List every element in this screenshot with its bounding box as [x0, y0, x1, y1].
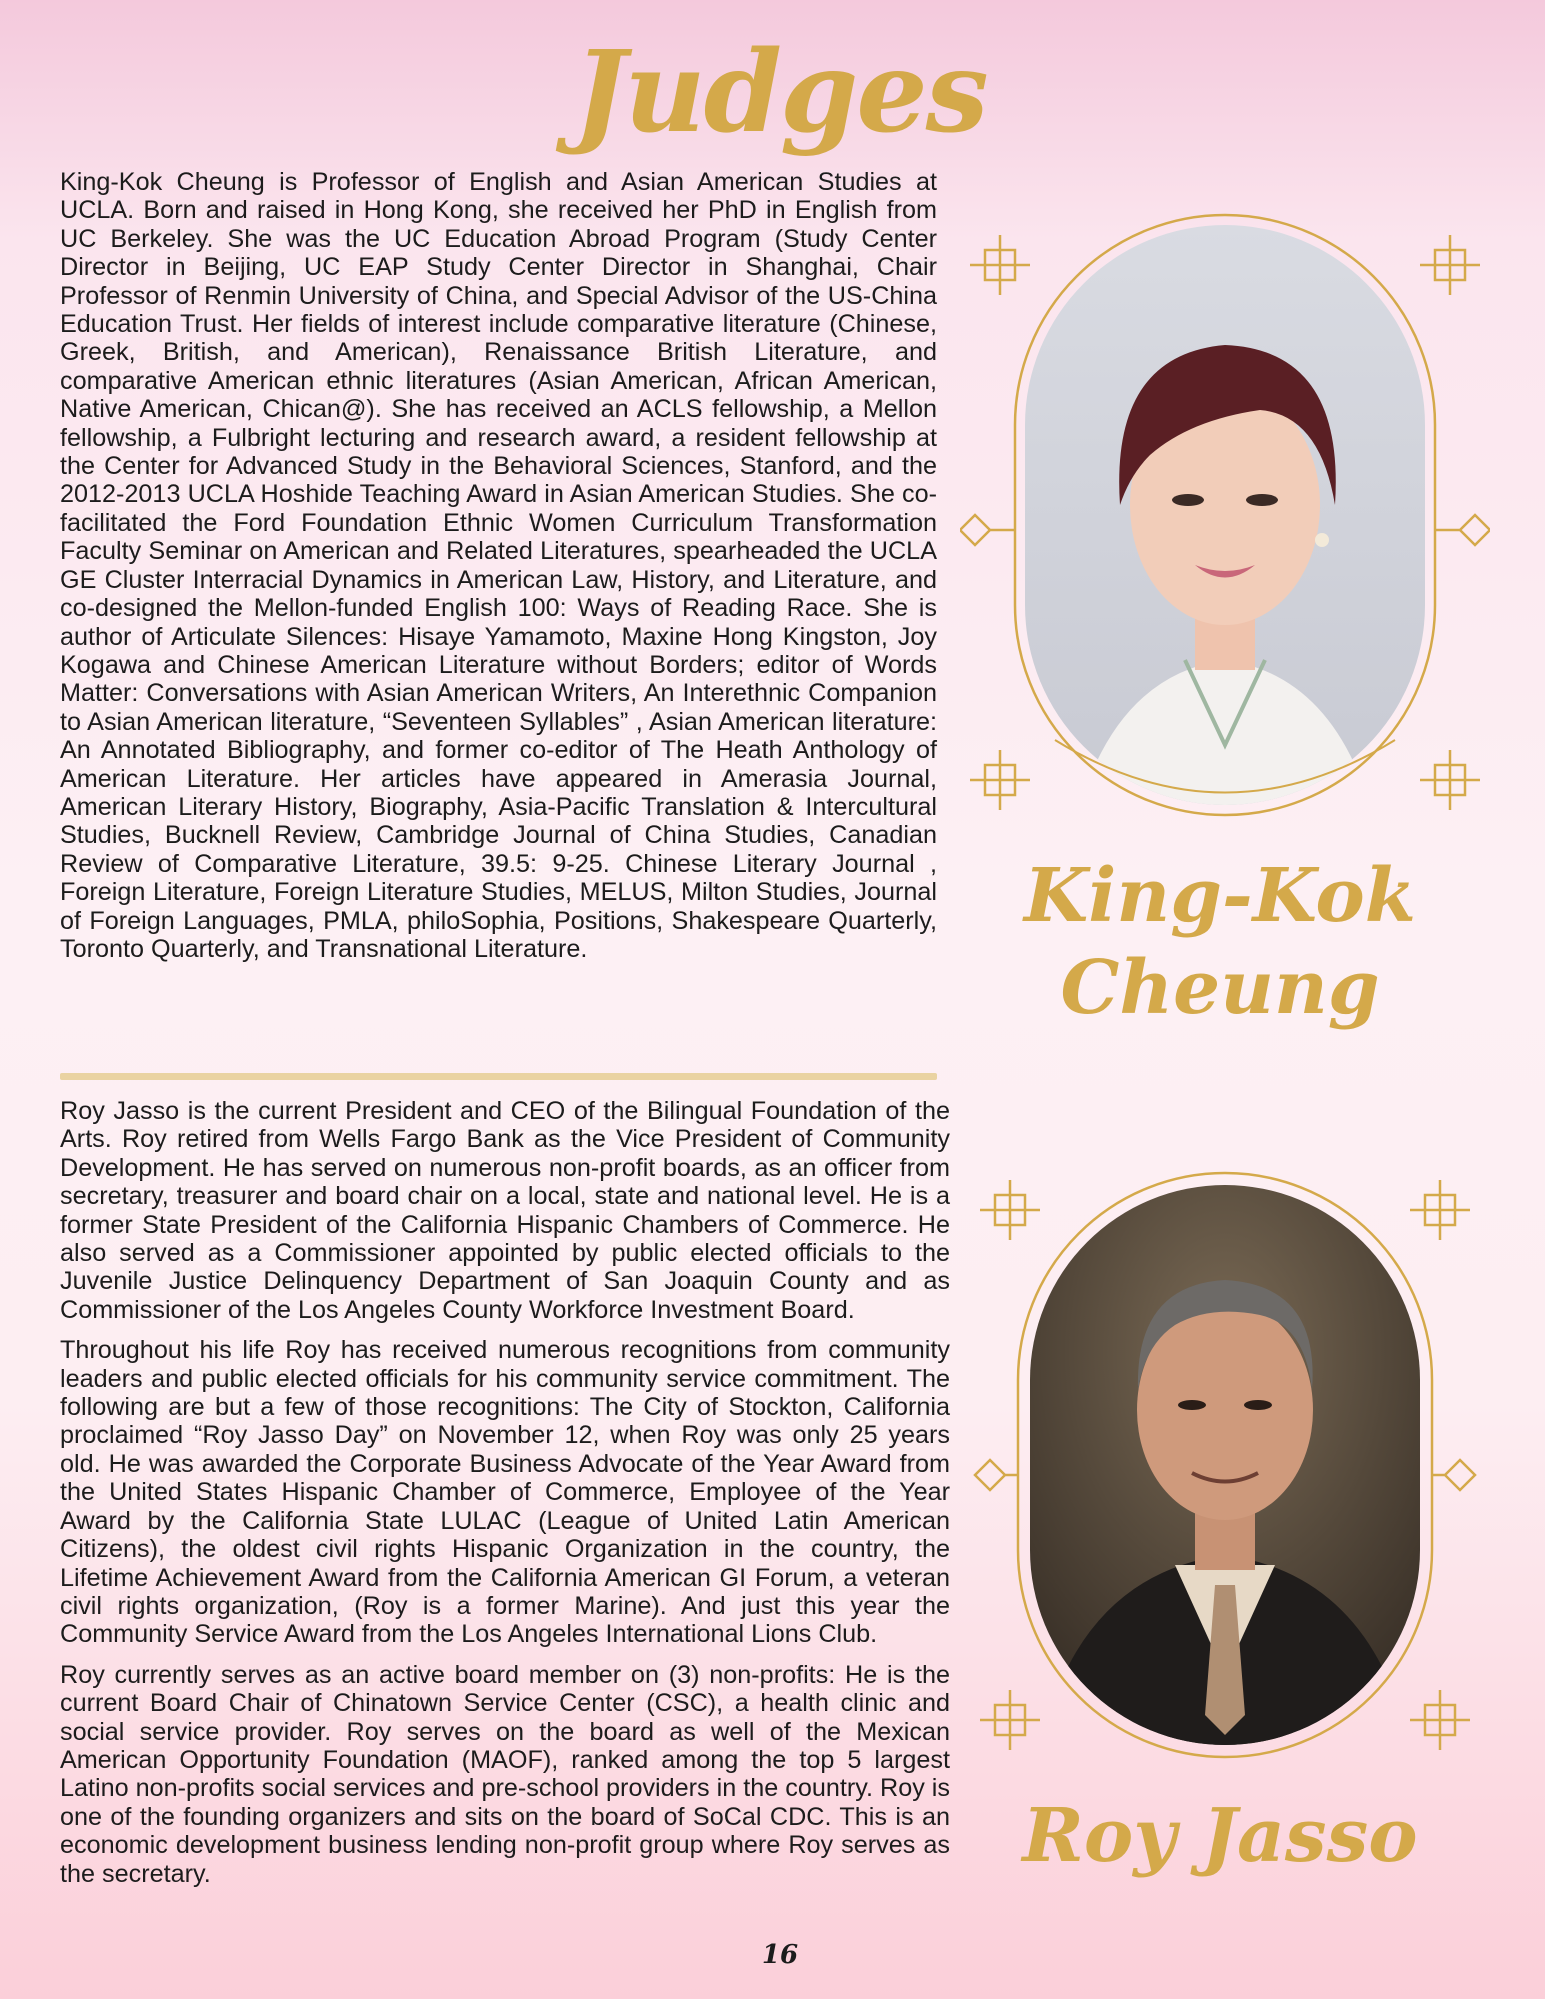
bio-king-kok-cheung	[60, 168, 937, 975]
judge-name-king-kok-cheung	[990, 850, 1450, 1034]
portrait-photo-roy-jasso	[1030, 1185, 1420, 1745]
portrait-photo-king-kok-cheung	[1025, 225, 1425, 805]
portrait-frame-king-kok-cheung	[960, 205, 1490, 830]
page-number: 16	[761, 1940, 799, 1970]
bio-paragraph: Roy Jasso is the current President and CEO of the Bilingual Foundation of the Arts. Roy retired from Wells Fargo Bank as the Vice President of Community Development. He has served on numerous non-profit boards, as an officer from secretary, treasurer and board chair on a local, state and national level. He is a former State President of the California Hispanic Chambers of Commerce. He also served as a Commissioner appointed by public elected officials to the Juvenile Justice Delinquency Department of San Joaquin County and as Commissioner of the Los Angeles County Workforce Investment Board.	[60, 1097, 950, 1324]
bio-paragraph: Throughout his life Roy has received numerous recognitions from community leaders and public elected officials for his community service commitment. The following are but a few of those recognitions: The City of Stockton, California proclaimed “Roy Jasso Day” on November 12, when Roy was only 25 years old. He was awarded the Corporate Business Advocate of the Year Award from the United States Hispanic Chamber of Commerce, Employee of the Year Award by the California State LULAC (League of United Latin American Citizens), the oldest civil rights Hispanic Organization in the country, the Lifetime Achievement Award from the California American GI Forum, a veteran civil rights organization, (Roy is a former Marine). And just this year the Community Service Award from the Los Angeles International Lions Club.	[60, 1336, 950, 1649]
page-title: Judges	[573, 27, 987, 158]
judge-name-line: King-Kok	[1023, 853, 1416, 939]
bio-roy-jasso	[60, 1097, 950, 1900]
judge-name-line: Cheung	[1060, 945, 1380, 1031]
bio-paragraph: Roy currently serves as an active board member on (3) non-profits: He is the current Board Chair of Chinatown Service Center (CSC), a health clinic and social service provider. Roy serves on the board as well of the Mexican American Opportunity Foundation (MAOF), ranked among the top 5 largest Latino non-profits social services and pre-school providers in the country. Roy is one of the founding organizers and sits on the board of SoCal CDC. This is an economic development business lending non-profit group where Roy serves as the secretary.	[60, 1660, 950, 1888]
judge-name-roy-jasso: Roy Jasso	[1022, 1793, 1418, 1879]
section-divider	[60, 1073, 937, 1080]
portrait-frame-roy-jasso	[960, 1155, 1490, 1775]
bio-paragraph: King-Kok Cheung is Professor of English and Asian American Studies at UCLA. Born and raised in Hong Kong, she received her PhD in English from UC Berkeley. She was the UC Education Abroad Program (Study Center Director in Beijing, UC EAP Study Center Director in Shanghai, Chair Professor of Renmin University of China, and Special Advisor of the US-China Education Trust. Her fields of interest include comparative literature (Chinese, Greek, British, and American), Renaissance British Literature, and comparative American ethnic literatures (Asian American, African American, Native American, Chican@). She has received an ACLS fellowship, a Mellon fellowship, a Fulbright lecturing and research award, a resident fellowship at the Center for Advanced Study in the Behavioral Sciences, Stanford, and the 2012-2013 UCLA Hoshide Teaching Award in Asian American Studies. She co-facilitated the Ford Foundation Ethnic Women Curriculum Transformation Faculty Seminar on American and Related Literatures, spearheaded the UCLA GE Cluster Interracial Dynamics in American Law, History, and Literature, and co-designed the Mellon-funded English 100: Ways of Reading Race. She is author of Articulate Silences: Hisaye Yamamoto, Maxine Hong Kingston, Joy Kogawa and Chinese American Literature without Borders; editor of Words Matter: Conversations with Asian American Writers, An Interethnic Companion to Asian American literature, “Seventeen Syllables” , Asian American literature: An Annotated Bibliography, and former co-editor of The Heath Anthology of American Literature. Her articles have appeared in Amerasia Journal, American Literary History, Biography, Asia-Pacific Translation & Intercultural Studies, Bucknell Review, Cambridge Journal of China Studies, Canadian Review of Comparative Literature, 39.5: 9-25. Chinese Literary Journal , Foreign Literature, Foreign Literature Studies, MELUS, Milton Studies, Journal of Foreign Languages, PMLA, philoSophia, Positions, Shakespeare Quarterly, Toronto Quarterly, and Transnational Literature.	[60, 168, 937, 963]
